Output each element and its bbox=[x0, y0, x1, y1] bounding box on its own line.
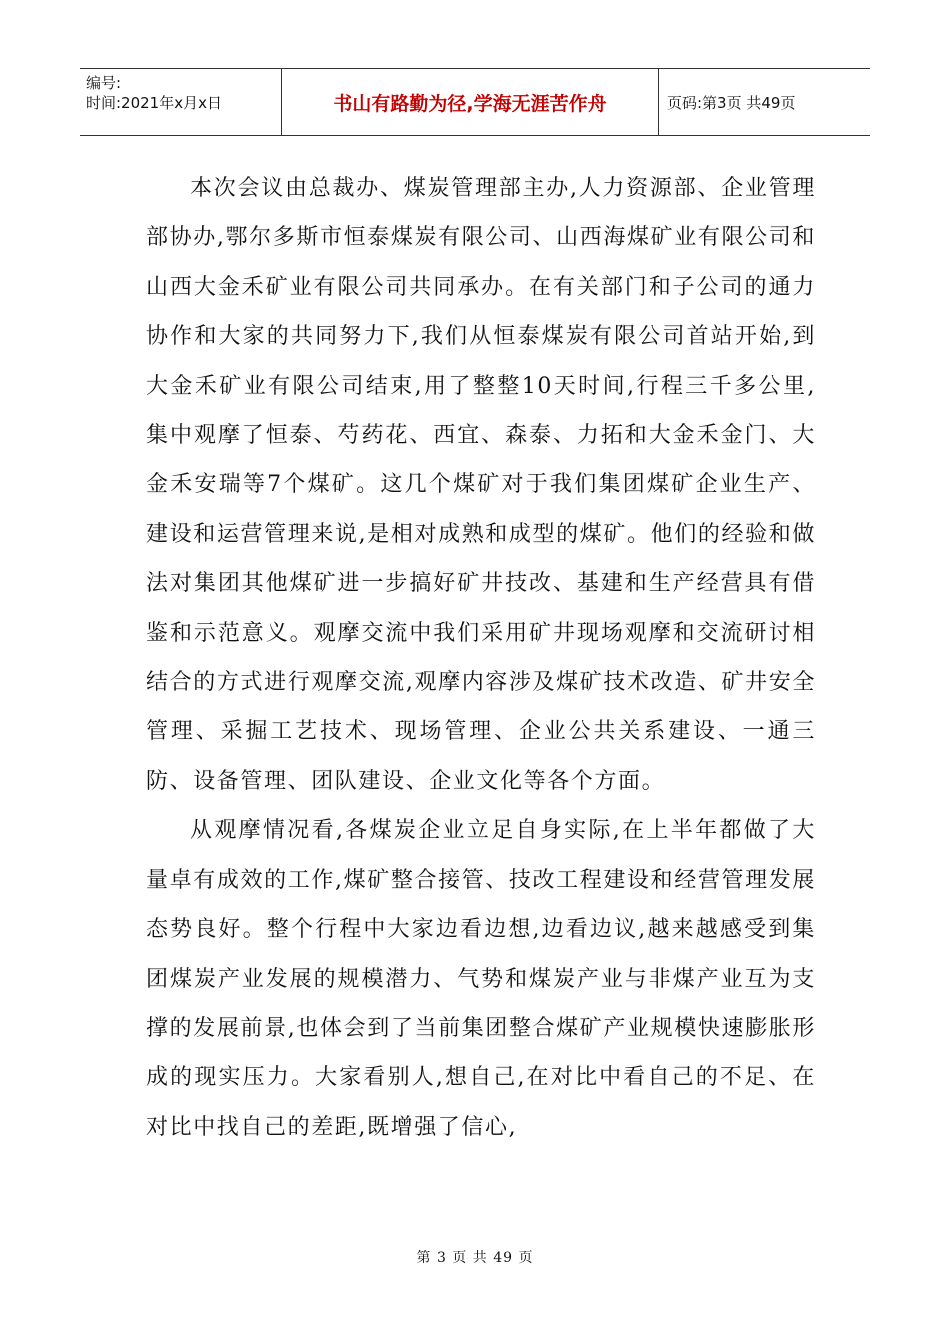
page-footer: 第 3 页 共 49 页 bbox=[416, 1250, 534, 1266]
document-body bbox=[146, 164, 816, 1152]
paragraph: 本次会议由总裁办、煤炭管理部主办,人力资源部、企业管理部协办,鄂尔多斯市恒泰煤炭有限公司、山西海煤矿业有限公司和山西大金禾矿业有限公司共同承办。在有关部门和子公司的通力协作和大家的共同努力下,我们从恒泰煤炭有限公司首站开始,到大金禾矿业有限公司结束,用了整整10天时间,行程三千多公里,集中观摩了恒泰、芍药花、西宜、森泰、力拓和大金禾金门、大金禾安瑞等7个煤矿。这几个煤矿对于我们集团煤矿企业生产、建设和运营管理来说,是相对成熟和成型的煤矿。他们的经验和做法对集团其他煤矿进一步搞好矿井技改、基建和生产经营具有借鉴和示范意义。观摩交流中我们采用矿井现场观摩和交流研讨相结合的方式进行观摩交流,观摩内容涉及煤矿技术改造、矿井安全管理、采掘工艺技术、现场管理、企业公共关系建设、一通三防、设备管理、团队建设、企业文化等各个方面。 bbox=[146, 176, 816, 794]
header-page-info: 页码:第3页 共49页 bbox=[667, 93, 796, 112]
header-meta bbox=[80, 69, 282, 135]
number-label: 编号: bbox=[86, 74, 122, 92]
time-label: 时间:2021年x月x日 bbox=[86, 94, 222, 112]
document-header bbox=[80, 68, 870, 136]
header-motto: 书山有路勤为径,学海无涯苦作舟 bbox=[282, 69, 659, 135]
paragraph: 从观摩情况看,各煤炭企业立足自身实际,在上半年都做了大量卓有成效的工作,煤矿整合接管、技改工程建设和经营管理发展态势良好。整个行程中大家边看边想,边看边议,越来越感受到集团煤炭产业发展的规模潜力、气势和煤炭产业与非煤产业互为支撑的发展前景,也体会到了当前集团整合煤矿产业规模快速膨胀形成的现实压力。大家看别人,想自己,在对比中看自己的不足、在对比中找自己的差距,既增强了信心, bbox=[146, 818, 816, 1140]
